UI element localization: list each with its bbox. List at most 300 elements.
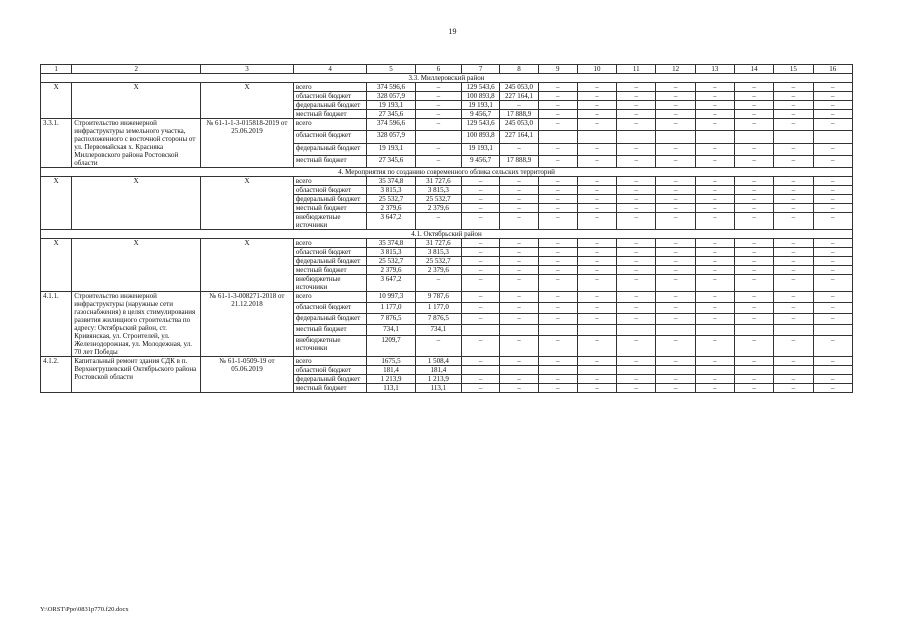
value-cell: 31 727,6 (415, 177, 461, 186)
value-cell: – (538, 92, 577, 101)
value-cell: – (577, 257, 616, 266)
value-cell: – (617, 92, 656, 101)
value-cell: – (656, 177, 695, 186)
funding-source: федеральный бюджет (293, 143, 367, 155)
value-cell (617, 325, 656, 336)
value-cell: – (617, 384, 656, 393)
item-document: Х (201, 177, 294, 230)
value-cell: 25 532,7 (367, 257, 415, 266)
value-cell (415, 131, 461, 143)
item-description: Х (72, 239, 201, 292)
value-cell (617, 131, 656, 143)
item-description: Строительство инженерной инфраструктуры земельного участка, расположенного с восточной стороны от ул. Первомайская х. Красняка Миллеровского района Ростовской области (72, 119, 201, 168)
value-cell: – (695, 314, 734, 325)
funding-source: местный бюджет (293, 110, 367, 119)
value-cell: 9 787,6 (415, 292, 461, 303)
value-cell: – (656, 384, 695, 393)
value-cell: 129 543,6 (462, 119, 500, 131)
column-number: 4 (293, 65, 367, 74)
value-cell: – (617, 257, 656, 266)
column-number: 3 (201, 65, 294, 74)
value-cell: 374 596,6 (367, 83, 415, 92)
value-cell: – (656, 303, 695, 314)
value-cell: – (538, 314, 577, 325)
funding-source: всего (293, 239, 367, 248)
value-cell: – (735, 83, 774, 92)
value-cell: 27 345,6 (367, 110, 415, 119)
item-number: Х (41, 177, 72, 230)
value-cell: – (735, 155, 774, 167)
value-cell: – (500, 195, 538, 204)
value-cell: – (415, 83, 461, 92)
value-cell (695, 366, 734, 375)
value-cell: – (656, 186, 695, 195)
value-cell: – (695, 155, 734, 167)
value-cell: – (462, 248, 500, 257)
value-cell: – (813, 314, 852, 325)
value-cell: – (774, 336, 813, 357)
value-cell: – (774, 186, 813, 195)
value-cell: – (577, 143, 616, 155)
value-cell: – (538, 119, 577, 131)
item-document: № 61-1-1-3-015818-2019 от 25.06.2019 (201, 119, 294, 168)
item-description: Строительство инженерной инфраструктуры (наружные сети газоснабжения) в целях стимулирования развития жилищного строительства по адресу: Октябрьский район, ст. Кривянская, ул. Строителей, ул. Железнодорожная, ул. Молодежная, ул. 70 лет Победы (72, 292, 201, 357)
value-cell: – (462, 213, 500, 230)
value-cell: 31 727,6 (415, 239, 461, 248)
value-cell: – (617, 204, 656, 213)
value-cell: – (813, 204, 852, 213)
value-cell: 1209,7 (367, 336, 415, 357)
value-cell: – (415, 110, 461, 119)
column-number: 9 (538, 65, 577, 74)
value-cell: – (462, 177, 500, 186)
value-cell: – (656, 257, 695, 266)
column-number: 15 (774, 65, 813, 74)
value-cell: 19 193,1 (462, 143, 500, 155)
value-cell (462, 366, 500, 375)
value-cell: 9 456,7 (462, 110, 500, 119)
value-cell: – (538, 186, 577, 195)
value-cell: – (577, 292, 616, 303)
column-number-row (41, 65, 853, 74)
value-cell: 2 379,6 (367, 266, 415, 275)
value-cell: – (656, 143, 695, 155)
value-cell: 129 543,6 (462, 83, 500, 92)
value-cell: – (774, 155, 813, 167)
value-cell: – (774, 303, 813, 314)
value-cell: 9 456,7 (462, 155, 500, 167)
value-cell: – (813, 384, 852, 393)
value-cell: – (774, 384, 813, 393)
value-cell (774, 366, 813, 375)
value-cell: 25 532,7 (367, 195, 415, 204)
value-cell: 734,1 (367, 325, 415, 336)
value-cell (695, 325, 734, 336)
value-cell: – (695, 248, 734, 257)
value-cell (617, 366, 656, 375)
value-cell: – (538, 204, 577, 213)
value-cell: – (774, 101, 813, 110)
value-cell: – (774, 195, 813, 204)
value-cell: – (735, 110, 774, 119)
item-document: № 61-1-0509-19 от 05.06.2019 (201, 357, 294, 393)
item-description: Капитальный ремонт здания СДК в п. Верхнегрушевский Октябрьского района Ростовской области (72, 357, 201, 393)
value-cell: – (577, 110, 616, 119)
value-cell: – (538, 275, 577, 292)
value-cell: – (500, 357, 538, 366)
value-cell: 19 193,1 (367, 143, 415, 155)
column-number: 6 (415, 65, 461, 74)
value-cell: – (695, 257, 734, 266)
value-cell: 35 374,8 (367, 239, 415, 248)
value-cell: – (774, 213, 813, 230)
funding-source: всего (293, 357, 367, 366)
value-cell: – (656, 275, 695, 292)
value-cell: – (695, 336, 734, 357)
value-cell: – (813, 110, 852, 119)
funding-source: федеральный бюджет (293, 257, 367, 266)
value-cell: – (774, 314, 813, 325)
value-cell: 245 053,0 (500, 83, 538, 92)
value-cell: – (538, 336, 577, 357)
value-cell: – (462, 195, 500, 204)
value-cell: – (577, 248, 616, 257)
page-number: 19 (448, 27, 457, 36)
value-cell: – (577, 195, 616, 204)
value-cell: 1 213,9 (415, 375, 461, 384)
item-number: 4.1.2. (41, 357, 72, 393)
value-cell (735, 366, 774, 375)
value-cell: 3 815,3 (415, 248, 461, 257)
value-cell: 3 647,2 (367, 213, 415, 230)
value-cell: – (577, 155, 616, 167)
value-cell: – (500, 213, 538, 230)
value-cell: – (538, 266, 577, 275)
section-header: 3.3. Миллеровский район (41, 74, 853, 83)
value-cell: – (735, 357, 774, 366)
table-row (41, 357, 853, 366)
funding-source: внебюджетные источники (293, 336, 367, 357)
value-cell: – (617, 110, 656, 119)
value-cell (538, 131, 577, 143)
funding-source: областной бюджет (293, 186, 367, 195)
value-cell: – (462, 266, 500, 275)
value-cell: – (577, 213, 616, 230)
value-cell: 25 532,7 (415, 195, 461, 204)
value-cell: – (462, 257, 500, 266)
table-row (41, 239, 853, 248)
value-cell: 328 057,9 (367, 131, 415, 143)
budget-table (40, 64, 853, 393)
value-cell: 19 193,1 (462, 101, 500, 110)
column-number: 2 (72, 65, 201, 74)
section-header-row (41, 168, 853, 177)
value-cell: – (577, 275, 616, 292)
value-cell (695, 131, 734, 143)
section-header: 4.1. Октябрьский район (41, 230, 853, 239)
value-cell: – (774, 143, 813, 155)
value-cell: – (735, 248, 774, 257)
value-cell: – (415, 101, 461, 110)
value-cell (577, 325, 616, 336)
value-cell: – (617, 292, 656, 303)
value-cell: – (774, 83, 813, 92)
value-cell: – (813, 143, 852, 155)
funding-source: внебюджетные источники (293, 275, 367, 292)
value-cell: – (617, 213, 656, 230)
value-cell: – (813, 83, 852, 92)
value-cell: – (735, 101, 774, 110)
value-cell: – (656, 375, 695, 384)
value-cell: – (656, 92, 695, 101)
value-cell (774, 325, 813, 336)
value-cell: – (735, 92, 774, 101)
value-cell: – (500, 266, 538, 275)
value-cell: – (813, 257, 852, 266)
value-cell: – (617, 275, 656, 292)
value-cell: – (656, 204, 695, 213)
value-cell (813, 325, 852, 336)
column-number: 8 (500, 65, 538, 74)
value-cell: – (695, 239, 734, 248)
value-cell: – (813, 195, 852, 204)
value-cell: – (415, 143, 461, 155)
value-cell: – (813, 266, 852, 275)
value-cell: – (813, 292, 852, 303)
value-cell: – (774, 110, 813, 119)
value-cell: – (813, 239, 852, 248)
value-cell: – (500, 239, 538, 248)
value-cell: – (538, 239, 577, 248)
value-cell: – (577, 314, 616, 325)
item-number: 3.3.1. (41, 119, 72, 168)
value-cell: 3 815,3 (367, 186, 415, 195)
value-cell: – (695, 186, 734, 195)
value-cell: – (656, 101, 695, 110)
value-cell: 25 532,7 (415, 257, 461, 266)
value-cell: – (462, 275, 500, 292)
value-cell: – (415, 275, 461, 292)
value-cell: – (415, 155, 461, 167)
value-cell: – (538, 177, 577, 186)
value-cell: – (656, 213, 695, 230)
value-cell: 113,1 (367, 384, 415, 393)
column-number: 10 (577, 65, 616, 74)
value-cell: – (577, 92, 616, 101)
value-cell: – (617, 177, 656, 186)
value-cell: 1 177,0 (367, 303, 415, 314)
value-cell: – (577, 357, 616, 366)
funding-source: федеральный бюджет (293, 314, 367, 325)
value-cell: – (735, 213, 774, 230)
value-cell: – (462, 384, 500, 393)
value-cell: 100 893,8 (462, 92, 500, 101)
value-cell: – (735, 336, 774, 357)
funding-source: областной бюджет (293, 303, 367, 314)
value-cell: – (695, 292, 734, 303)
value-cell: – (538, 195, 577, 204)
value-cell: – (617, 119, 656, 131)
value-cell: – (617, 336, 656, 357)
funding-source: внебюджетные источники (293, 213, 367, 230)
value-cell: – (500, 375, 538, 384)
value-cell: 2 379,6 (415, 204, 461, 213)
value-cell: 328 057,9 (367, 92, 415, 101)
value-cell: – (577, 186, 616, 195)
value-cell: – (462, 239, 500, 248)
column-number: 13 (695, 65, 734, 74)
value-cell: – (695, 119, 734, 131)
value-cell: 7 876,5 (415, 314, 461, 325)
table-row (41, 177, 853, 186)
value-cell: 1675,5 (367, 357, 415, 366)
value-cell: – (577, 204, 616, 213)
value-cell: – (656, 336, 695, 357)
funding-source: областной бюджет (293, 131, 367, 143)
value-cell: – (577, 384, 616, 393)
value-cell: 3 815,3 (367, 248, 415, 257)
value-cell (538, 325, 577, 336)
value-cell: – (500, 384, 538, 393)
value-cell: 1 177,0 (415, 303, 461, 314)
value-cell: – (695, 143, 734, 155)
value-cell: – (538, 292, 577, 303)
funding-source: местный бюджет (293, 266, 367, 275)
column-number: 12 (656, 65, 695, 74)
value-cell: – (735, 119, 774, 131)
value-cell: – (577, 101, 616, 110)
item-number: Х (41, 239, 72, 292)
value-cell: – (538, 83, 577, 92)
value-cell: – (735, 186, 774, 195)
value-cell: – (695, 204, 734, 213)
section-header-row (41, 74, 853, 83)
column-number: 14 (735, 65, 774, 74)
funding-source: всего (293, 177, 367, 186)
value-cell: – (538, 257, 577, 266)
value-cell: – (462, 375, 500, 384)
value-cell: – (695, 357, 734, 366)
value-cell (735, 325, 774, 336)
value-cell: – (656, 248, 695, 257)
value-cell: 2 379,6 (415, 266, 461, 275)
funding-source: федеральный бюджет (293, 101, 367, 110)
value-cell: – (462, 303, 500, 314)
value-cell: – (813, 248, 852, 257)
value-cell: – (774, 275, 813, 292)
funding-source: областной бюджет (293, 92, 367, 101)
value-cell (500, 366, 538, 375)
section-header-row (41, 230, 853, 239)
value-cell: – (774, 292, 813, 303)
value-cell: – (500, 101, 538, 110)
value-cell: 181,4 (415, 366, 461, 375)
value-cell: 27 345,6 (367, 155, 415, 167)
value-cell: – (774, 177, 813, 186)
value-cell: – (500, 248, 538, 257)
funding-source: местный бюджет (293, 155, 367, 167)
funding-source: областной бюджет (293, 248, 367, 257)
value-cell: – (813, 119, 852, 131)
value-cell: – (774, 375, 813, 384)
value-cell: – (656, 195, 695, 204)
value-cell: – (774, 357, 813, 366)
value-cell: 17 888,9 (500, 155, 538, 167)
value-cell: – (462, 186, 500, 195)
value-cell: – (656, 110, 695, 119)
value-cell: 1 508,4 (415, 357, 461, 366)
item-number: Х (41, 83, 72, 119)
value-cell: – (813, 186, 852, 195)
value-cell: – (735, 303, 774, 314)
value-cell: 100 893,8 (462, 131, 500, 143)
value-cell: – (735, 266, 774, 275)
value-cell: – (735, 314, 774, 325)
item-description: Х (72, 83, 201, 119)
value-cell: – (617, 195, 656, 204)
value-cell: – (656, 119, 695, 131)
value-cell: – (500, 314, 538, 325)
value-cell: 35 374,8 (367, 177, 415, 186)
item-number: 4.1.1. (41, 292, 72, 357)
value-cell: – (695, 275, 734, 292)
value-cell: – (695, 195, 734, 204)
value-cell (500, 325, 538, 336)
value-cell: – (500, 186, 538, 195)
value-cell: – (695, 213, 734, 230)
value-cell: 181,4 (367, 366, 415, 375)
value-cell: – (415, 336, 461, 357)
value-cell: 3 647,2 (367, 275, 415, 292)
column-number: 16 (813, 65, 852, 74)
section-header: 4. Мероприятия по созданию современного облика сельских территорий (41, 168, 853, 177)
item-document: Х (201, 83, 294, 119)
value-cell: – (695, 83, 734, 92)
item-document: Х (201, 239, 294, 292)
value-cell: – (538, 110, 577, 119)
value-cell: – (735, 384, 774, 393)
value-cell: – (617, 101, 656, 110)
value-cell: – (656, 155, 695, 167)
value-cell: – (500, 257, 538, 266)
value-cell: – (735, 375, 774, 384)
value-cell: – (577, 239, 616, 248)
value-cell: – (695, 375, 734, 384)
funding-source: федеральный бюджет (293, 195, 367, 204)
table-row (41, 292, 853, 303)
value-cell: – (500, 177, 538, 186)
value-cell: – (735, 275, 774, 292)
value-cell: – (617, 155, 656, 167)
funding-source: федеральный бюджет (293, 375, 367, 384)
value-cell: – (415, 213, 461, 230)
value-cell: – (500, 143, 538, 155)
value-cell: 2 379,6 (367, 204, 415, 213)
value-cell (735, 131, 774, 143)
value-cell: – (500, 303, 538, 314)
value-cell: – (774, 204, 813, 213)
value-cell: – (538, 213, 577, 230)
column-number: 11 (617, 65, 656, 74)
funding-source: местный бюджет (293, 384, 367, 393)
value-cell: – (735, 204, 774, 213)
funding-source: всего (293, 119, 367, 131)
value-cell (656, 366, 695, 375)
budget-table-container (40, 64, 853, 393)
value-cell: – (577, 83, 616, 92)
value-cell: 17 888,9 (500, 110, 538, 119)
value-cell: – (577, 375, 616, 384)
